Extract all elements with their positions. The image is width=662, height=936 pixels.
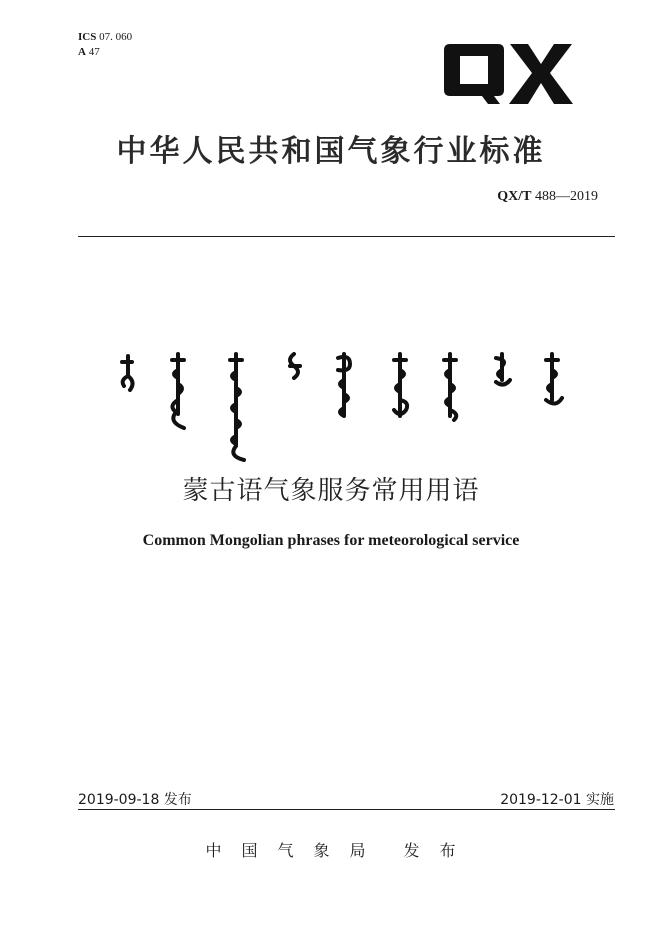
publisher-char: 局 [349,841,367,860]
publisher-char: 象 [313,841,331,860]
org-title: 中华人民共和国气象行业标准 [116,134,546,169]
ccs-label: A [78,46,86,58]
ccs-line [78,45,132,60]
qx-logo [444,40,574,106]
publisher-line [0,838,662,861]
ics-value: 07. 060 [99,31,133,43]
ics-label: ICS [78,31,97,43]
header-divider [78,236,615,237]
publisher-char: 中 [205,841,223,860]
document-title-chinese: 蒙古语气象服务常用用语 [182,476,480,506]
classification-block [78,30,132,60]
implementation-date: 2019-12-01 实施 [500,792,614,808]
standard-code: QX/T [497,189,532,204]
mongolian-script-title [110,350,570,462]
publish-word-char: 发 [403,841,421,860]
document-title-english: Common Mongolian phrases for meteorological service [142,532,520,549]
ics-line [78,30,132,45]
standard-year: 488—2019 [535,189,598,204]
issue-date: 2019-09-18 发布 [78,792,192,808]
publish-word-char: 布 [439,841,457,860]
publisher-char: 气 [277,841,295,860]
publisher-char: 国 [241,841,259,860]
standard-number [497,189,598,205]
footer-divider [78,809,615,810]
ccs-value: 47 [88,46,100,58]
